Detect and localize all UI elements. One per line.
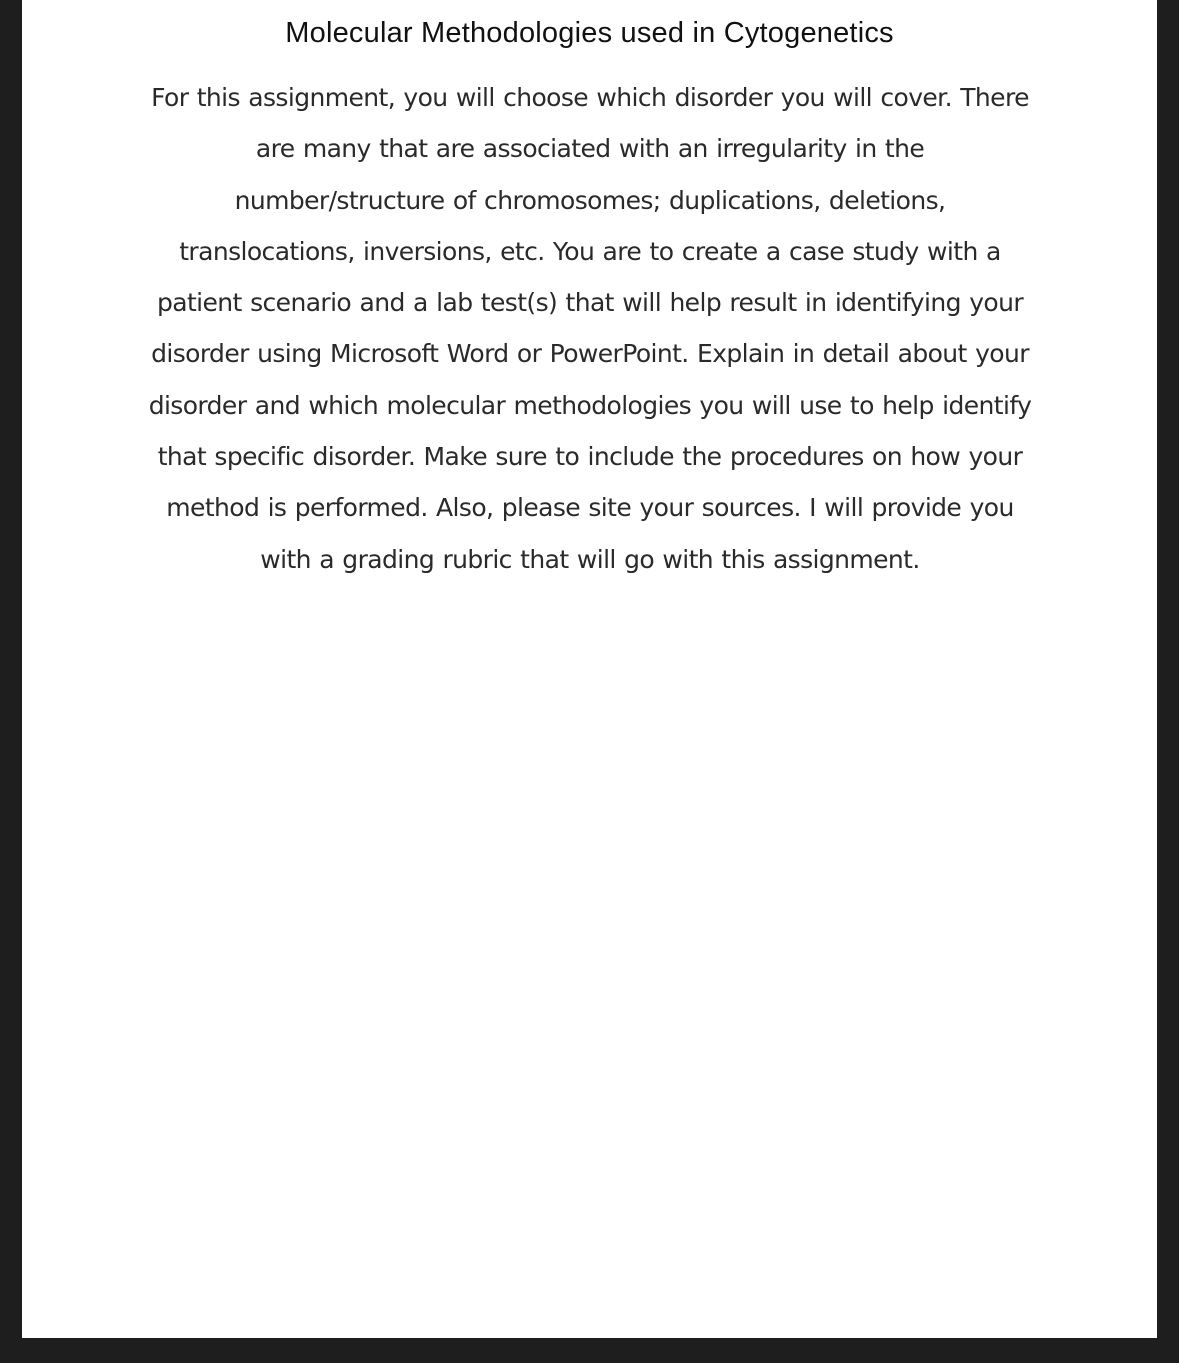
document-page [22, 0, 1157, 1338]
assignment-paragraph: For this assignment, you will choose which disorder you will cover. There are many that are associated with an irregularity in the number/structure of chromosomes; duplications, deletions, translocations, inversions, etc. You are to create a case study with a patient scenario and a lab test(s) that will help result in identifying your disorder using Microsoft Word or PowerPoint. Explain in detail about your disorder and which molecular methodologies you will use to help identify that specific disorder. Make sure to include the procedures on how your method is performed. Also, please site your sources. I will provide you with a grading rubric that will go with this assignment. [148, 83, 1032, 574]
document-title: Molecular Methodologies used in Cytogenetics [285, 17, 894, 49]
